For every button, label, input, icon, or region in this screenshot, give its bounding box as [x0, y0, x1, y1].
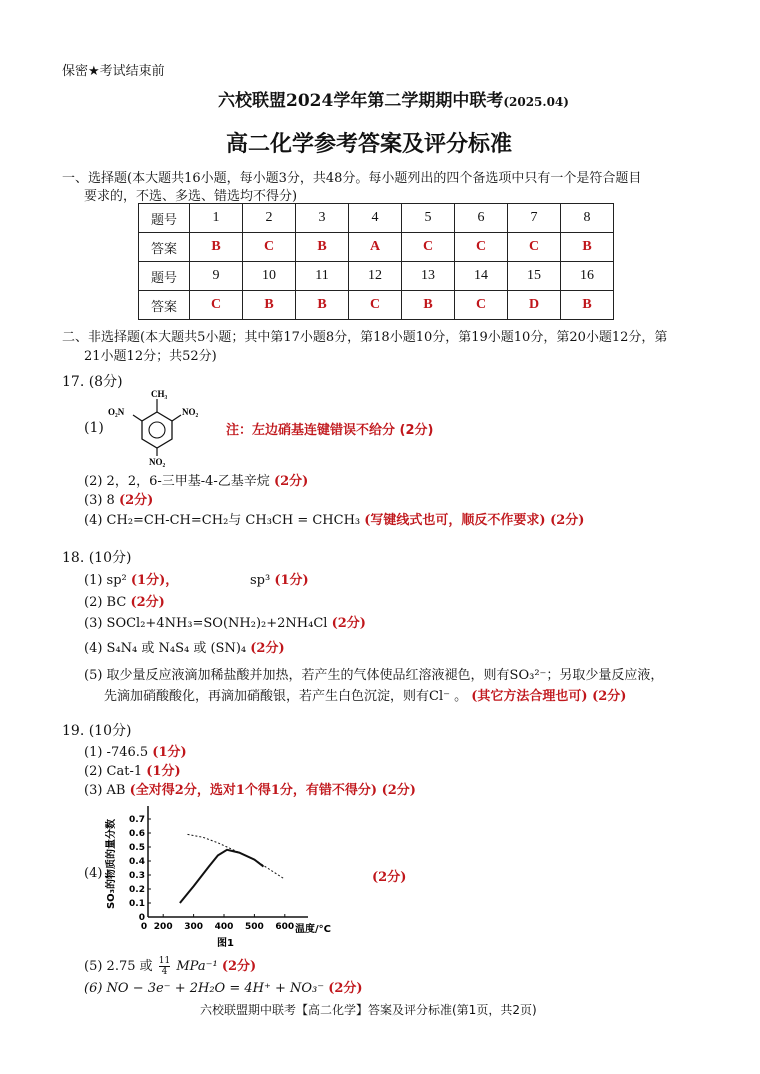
- chart-y-tick-label: 0.4: [129, 857, 145, 867]
- nitro-label-right: NO₂: [182, 407, 199, 417]
- q19-part2-score: (1分): [146, 764, 181, 779]
- q18-part5-score: (其它方法合理也可) (2分): [471, 689, 627, 704]
- chart-x-tick-label: 0: [140, 922, 148, 932]
- q19-part3-text: (3) AB: [84, 783, 126, 798]
- q17-part2-score: (2分): [273, 474, 309, 489]
- q19-part5-score: (2分): [221, 959, 257, 974]
- question-number: 3: [296, 204, 349, 233]
- q19-part6-text: (6) NO − 3e⁻ + 2H₂O = 4H⁺ + NO₃⁻: [84, 981, 325, 996]
- answer-cell: C: [455, 233, 508, 262]
- q19-part5-unit: MPa⁻¹: [176, 959, 218, 974]
- nitro-label-left: O₂N: [108, 407, 125, 417]
- q17-part4-text: (4) CH₂=CH-CH=CH₂与 CH₃CH = CHCH₃: [84, 513, 361, 528]
- q18-part2-text: (2) BC: [84, 595, 127, 610]
- confidential-mark: 保密★考试结束前: [62, 64, 165, 79]
- page-footer: 六校联盟期中联考【高二化学】答案及评分标准(第1页，共2页): [200, 1003, 537, 1017]
- question-number: 11: [296, 262, 349, 291]
- q19-part5: [84, 955, 256, 977]
- question-number: 1: [190, 204, 243, 233]
- q18-part3: [84, 612, 366, 631]
- q18-part2-score: (2分): [130, 595, 165, 610]
- table-row: [139, 204, 614, 233]
- nitro-bond-left: [133, 415, 142, 421]
- question-number: 10: [243, 262, 296, 291]
- q17-part4-score: (写键线式也可，顺反不作要求) (2分): [364, 513, 585, 528]
- q19-part3: [84, 779, 416, 798]
- row-label: 题号: [139, 262, 190, 291]
- q18-part3-score: (2分): [331, 616, 366, 631]
- aromatic-circle: [149, 422, 165, 438]
- chart-y-tick-label: 0.3: [129, 871, 145, 881]
- answer-cell: B: [190, 233, 243, 262]
- q19-part1: [84, 741, 187, 760]
- q18-part4-text: (4) S₄N₄ 或 N₄S₄ 或 (SN)₄: [84, 641, 247, 656]
- section1-instructions-2: 要求的，不选、多选、错选均不得分): [84, 189, 298, 204]
- chart-y-tick-label: 0.5: [129, 843, 145, 853]
- exam-title-text: 六校联盟2024学年第二学期期中联考: [218, 91, 504, 111]
- benzene-ring: [142, 412, 172, 448]
- answer-cell: A: [349, 233, 402, 262]
- chart-y-axis-label: SO₃的物质的量分数: [106, 818, 117, 910]
- q19-part2: [84, 760, 181, 779]
- chart-y-tick-label: 0.1: [129, 899, 145, 909]
- q17-part1-label: (1): [84, 420, 104, 436]
- chart-y-tick-label: 0.2: [129, 885, 145, 895]
- q17-part3-text: (3) 8: [84, 493, 115, 508]
- table-row: [139, 262, 614, 291]
- q18-part5-line1: (5) 取少量反应液滴加稀盐酸并加热，若产生的气体使品红溶液褪色，则有SO₃²⁻；另取少量反应液，: [84, 668, 664, 683]
- question-number: 13: [402, 262, 455, 291]
- table-row: [139, 233, 614, 262]
- nitro-label-bottom: NO₂: [149, 457, 166, 467]
- q19-part1-score: (1分): [152, 745, 187, 760]
- chart-x-tick-label: 200: [153, 922, 173, 932]
- nitrotoluene-structure: [105, 386, 220, 468]
- question-number: 15: [508, 262, 561, 291]
- q18-part4: [84, 637, 285, 656]
- question-number: 5: [402, 204, 455, 233]
- section2-instructions-1: 二、非选择题(本大题共5小题；其中第17小题8分，第18小题10分，第19小题10分，第20小题12分，第: [62, 330, 668, 345]
- q19-part1-text: (1) -746.5: [84, 745, 149, 760]
- q18-part1b: [250, 569, 309, 588]
- answer-table: [138, 203, 614, 320]
- answer-cell: B: [243, 291, 296, 320]
- q17-part3: [84, 489, 153, 508]
- chart-x-tick-label: 300: [184, 922, 203, 932]
- q18-part1b-text: sp³: [250, 573, 271, 588]
- answer-cell: D: [508, 291, 561, 320]
- q19-part4-score: (2分): [372, 870, 407, 885]
- methyl-label: CH₃: [151, 389, 168, 399]
- answer-cell: C: [243, 233, 296, 262]
- q17-part4: [84, 509, 584, 528]
- fraction-numerator: 11: [158, 956, 171, 966]
- q19-part2-text: (2) Cat-1: [84, 764, 143, 779]
- question-number: 14: [455, 262, 508, 291]
- chart-series-dotted-line: [188, 834, 285, 879]
- exam-date: (2025.04): [503, 95, 569, 109]
- chart-x-tick-label: 600: [275, 922, 295, 932]
- row-label: 答案: [139, 291, 190, 320]
- question-number: 2: [243, 204, 296, 233]
- question-number: 7: [508, 204, 561, 233]
- answer-cell: B: [296, 291, 349, 320]
- answer-cell: C: [402, 233, 455, 262]
- q17-part3-score: (2分): [118, 493, 154, 508]
- q18-part4-score: (2分): [250, 641, 285, 656]
- row-label: 答案: [139, 233, 190, 262]
- chart-y-tick-label: 0: [138, 913, 145, 923]
- answer-cell: C: [190, 291, 243, 320]
- fraction-denominator: 4: [161, 967, 168, 977]
- chart-y-tick-label: 0.6: [129, 829, 145, 839]
- answer-cell: C: [455, 291, 508, 320]
- question-number: 9: [190, 262, 243, 291]
- question-number: 12: [349, 262, 402, 291]
- q17-note: 注：左边硝基连键错误不给分 (2分): [226, 423, 434, 438]
- q18-heading: 18. (10分): [62, 550, 132, 566]
- answer-cell: C: [349, 291, 402, 320]
- q18-part5-line2: [104, 685, 626, 704]
- page-title: 高二化学参考答案及评分标准: [226, 131, 513, 157]
- q19-part5-fraction: [159, 956, 170, 977]
- q19-part4-label: (4): [84, 866, 103, 881]
- q19-part6: [84, 977, 363, 996]
- chart-x-axis-label: 温度/°C: [295, 924, 331, 935]
- answer-cell: B: [402, 291, 455, 320]
- answer-cell: C: [508, 233, 561, 262]
- q17-heading-text: 17. (8分): [62, 374, 123, 390]
- q17-part2-text: (2) 2，2，6-三甲基-4-乙基辛烷: [84, 474, 270, 489]
- chart-y-tick-label: 0.7: [129, 815, 145, 825]
- exam-title: [218, 86, 569, 111]
- question-number: 4: [349, 204, 402, 233]
- q18-part1a-score: (1分)，: [130, 573, 179, 588]
- q19-part5-text: (5) 2.75 或: [84, 959, 153, 974]
- q18-part1a-text: (1) sp²: [84, 573, 127, 588]
- question-number: 8: [561, 204, 614, 233]
- question-number: 6: [455, 204, 508, 233]
- so3-fraction-chart: [100, 800, 360, 950]
- nitro-bond-right: [172, 415, 181, 421]
- section1-instructions-1: 一、选择题(本大题共16小题，每小题3分，共48分。每小题列出的四个备选项中只有一个是符合题目: [62, 171, 642, 186]
- chart-x-tick-label: 400: [214, 922, 234, 932]
- answer-cell: B: [561, 291, 614, 320]
- question-number: 16: [561, 262, 614, 291]
- q17-part2: [84, 470, 308, 489]
- chart-series-solid-line: [180, 850, 264, 903]
- table-row: [139, 291, 614, 320]
- q19-part6-score: (2分): [328, 981, 363, 996]
- chart-x-tick-label: 500: [245, 922, 264, 932]
- q19-heading: 19. (10分): [62, 723, 132, 739]
- section2-instructions-2: 21小题12分；共52分): [84, 349, 217, 364]
- q18-part3-text: (3) SOCl₂+4NH₃=SO(NH₂)₂+2NH₄Cl: [84, 616, 328, 631]
- q18-part5-text: 先滴加硝酸酸化，再滴加硝酸银，若产生白色沉淀，则有Cl⁻ 。: [104, 689, 468, 704]
- q18-part1a: [84, 569, 178, 588]
- q19-part3-score: (全对得2分，选对1个得1分，有错不得分) (2分): [129, 783, 416, 798]
- answer-cell: B: [296, 233, 349, 262]
- q18-part1b-score: (1分): [274, 573, 309, 588]
- answer-cell: B: [561, 233, 614, 262]
- row-label: 题号: [139, 204, 190, 233]
- q18-part2: [84, 591, 165, 610]
- chart-title: 图1: [217, 938, 234, 949]
